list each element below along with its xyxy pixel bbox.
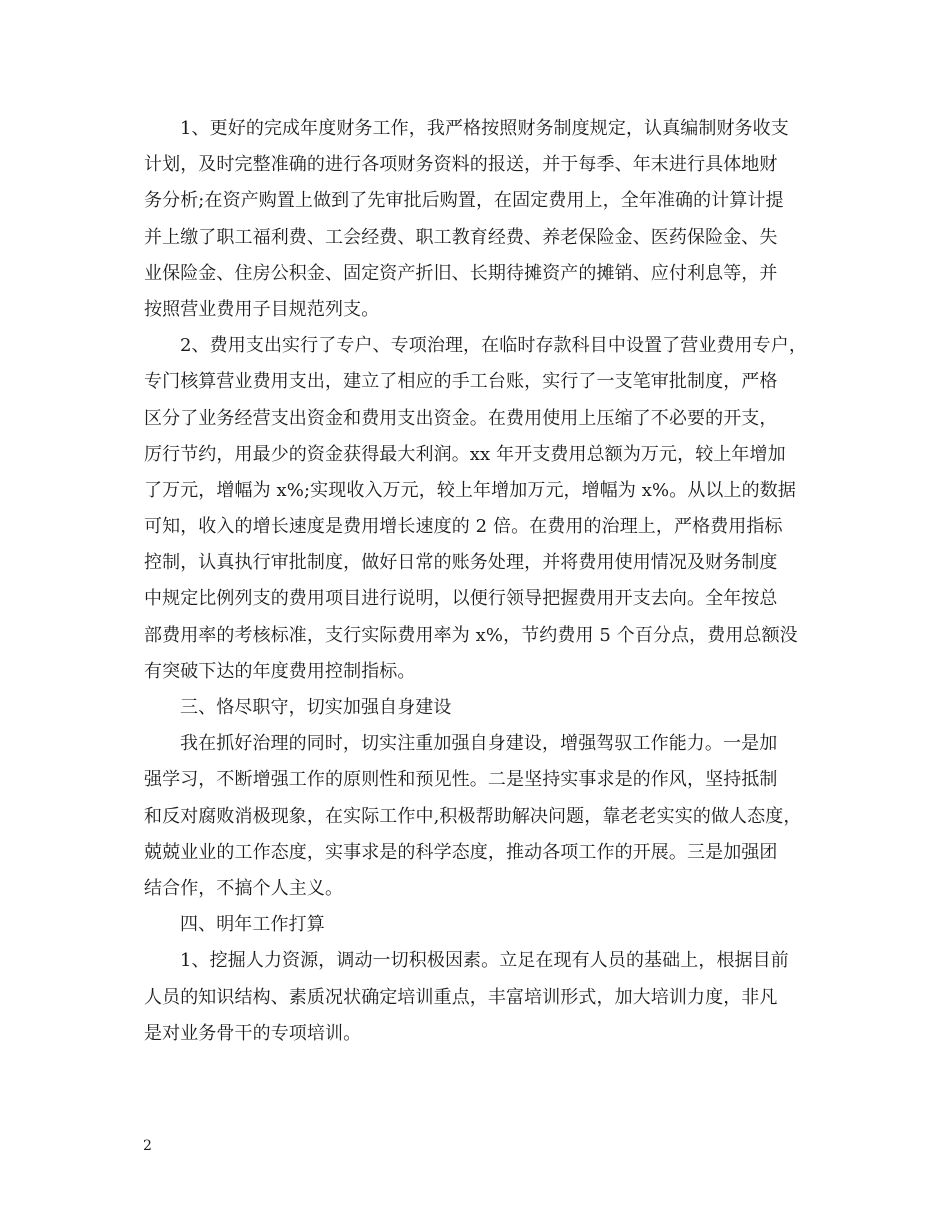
paragraph-line: 了万元，增幅为 x%;实现收入万元，较上年增加万元，增幅为 x%。从以上的数据 — [144, 479, 796, 501]
paragraph-line: 务分析;在资产购置上做到了先审批后购置，在固定费用上，全年准确的计算计提 — [144, 190, 784, 212]
paragraph-line: 结合作，不搞个人主义。 — [144, 877, 344, 899]
paragraph-line: 1、挖掘人力资源，调动一切积极因素。立足在现有人员的基础上，根据目前 — [180, 950, 789, 972]
document-body — [144, 111, 830, 1052]
paragraph-line: 人员的知识结构、素质况状确定培训重点，丰富培训形式，加大培训力度，非凡 — [144, 986, 778, 1008]
paragraph-line: 1、更好的完成年度财务工作，我严格按照财务制度规定，认真编制财务收支 — [180, 118, 789, 139]
paragraph-line: 专门核算营业费用支出，建立了相应的手工台账，实行了一支笔审批制度，严格 — [144, 371, 778, 393]
paragraph-line: 强学习，不断增强工作的原则性和预见性。二是坚持实事求是的作风，坚持抵制 — [144, 769, 778, 791]
paragraph-line: 业保险金、住房公积金、固定资产折旧、长期待摊资产的摊销、应付利息等，并 — [144, 262, 778, 284]
paragraph-line: 可知，收入的增长速度是费用增长速度的 2 倍。在费用的治理上，严格费用指标 — [144, 516, 783, 538]
paragraph-line: 部费用率的考核标准，支行实际费用率为 x%，节约费用 5 个百分点，费用总额没 — [144, 624, 798, 646]
section-heading: 三、恪尽职守，切实加强自身建设 — [180, 697, 452, 718]
section-heading: 四、明年工作打算 — [180, 914, 325, 936]
paragraph-line: 控制，认真执行审批制度，做好日常的账务处理，并将费用使用情况及财务制度 — [144, 552, 778, 574]
paragraph-line: 2、费用支出实行了专户、专项治理，在临时存款科目中设置了营业费用专户， — [180, 335, 807, 357]
paragraph-line: 是对业务骨干的专项培训。 — [144, 1022, 362, 1044]
paragraph-line: 按照营业费用子目规范列支。 — [144, 298, 380, 320]
page-number: 2 — [143, 1138, 152, 1154]
paragraph-line: 有突破下达的年度费用控制指标。 — [144, 660, 416, 682]
paragraph-line: 和反对腐败消极现象，在实际工作中,积极帮助解决问题，靠老老实实的做人态度， — [144, 805, 802, 827]
paragraph-line: 兢兢业业的工作态度，实事求是的科学态度，推动各项工作的开展。三是加强团 — [144, 841, 778, 863]
paragraph-line: 厉行节约，用最少的资金获得最大利润。xx 年开支费用总额为万元，较上年增加 — [144, 443, 786, 465]
paragraph-line: 我在抓好治理的同时，切实注重加强自身建设，增强驾驭工作能力。一是加 — [180, 733, 778, 755]
paragraph-line: 并上缴了职工福利费、工会经费、职工教育经费、养老保险金、医药保险金、失 — [144, 226, 778, 248]
paragraph-line: 区分了业务经营支出资金和费用支出资金。在费用使用上压缩了不必要的开支， — [144, 407, 778, 429]
paragraph-line: 中规定比例列支的费用项目进行说明，以便行领导把握费用开支去向。全年按总 — [144, 588, 778, 610]
paragraph-line: 计划，及时完整准确的进行各项财务资料的报送，并于每季、年末进行具体地财 — [144, 154, 778, 176]
